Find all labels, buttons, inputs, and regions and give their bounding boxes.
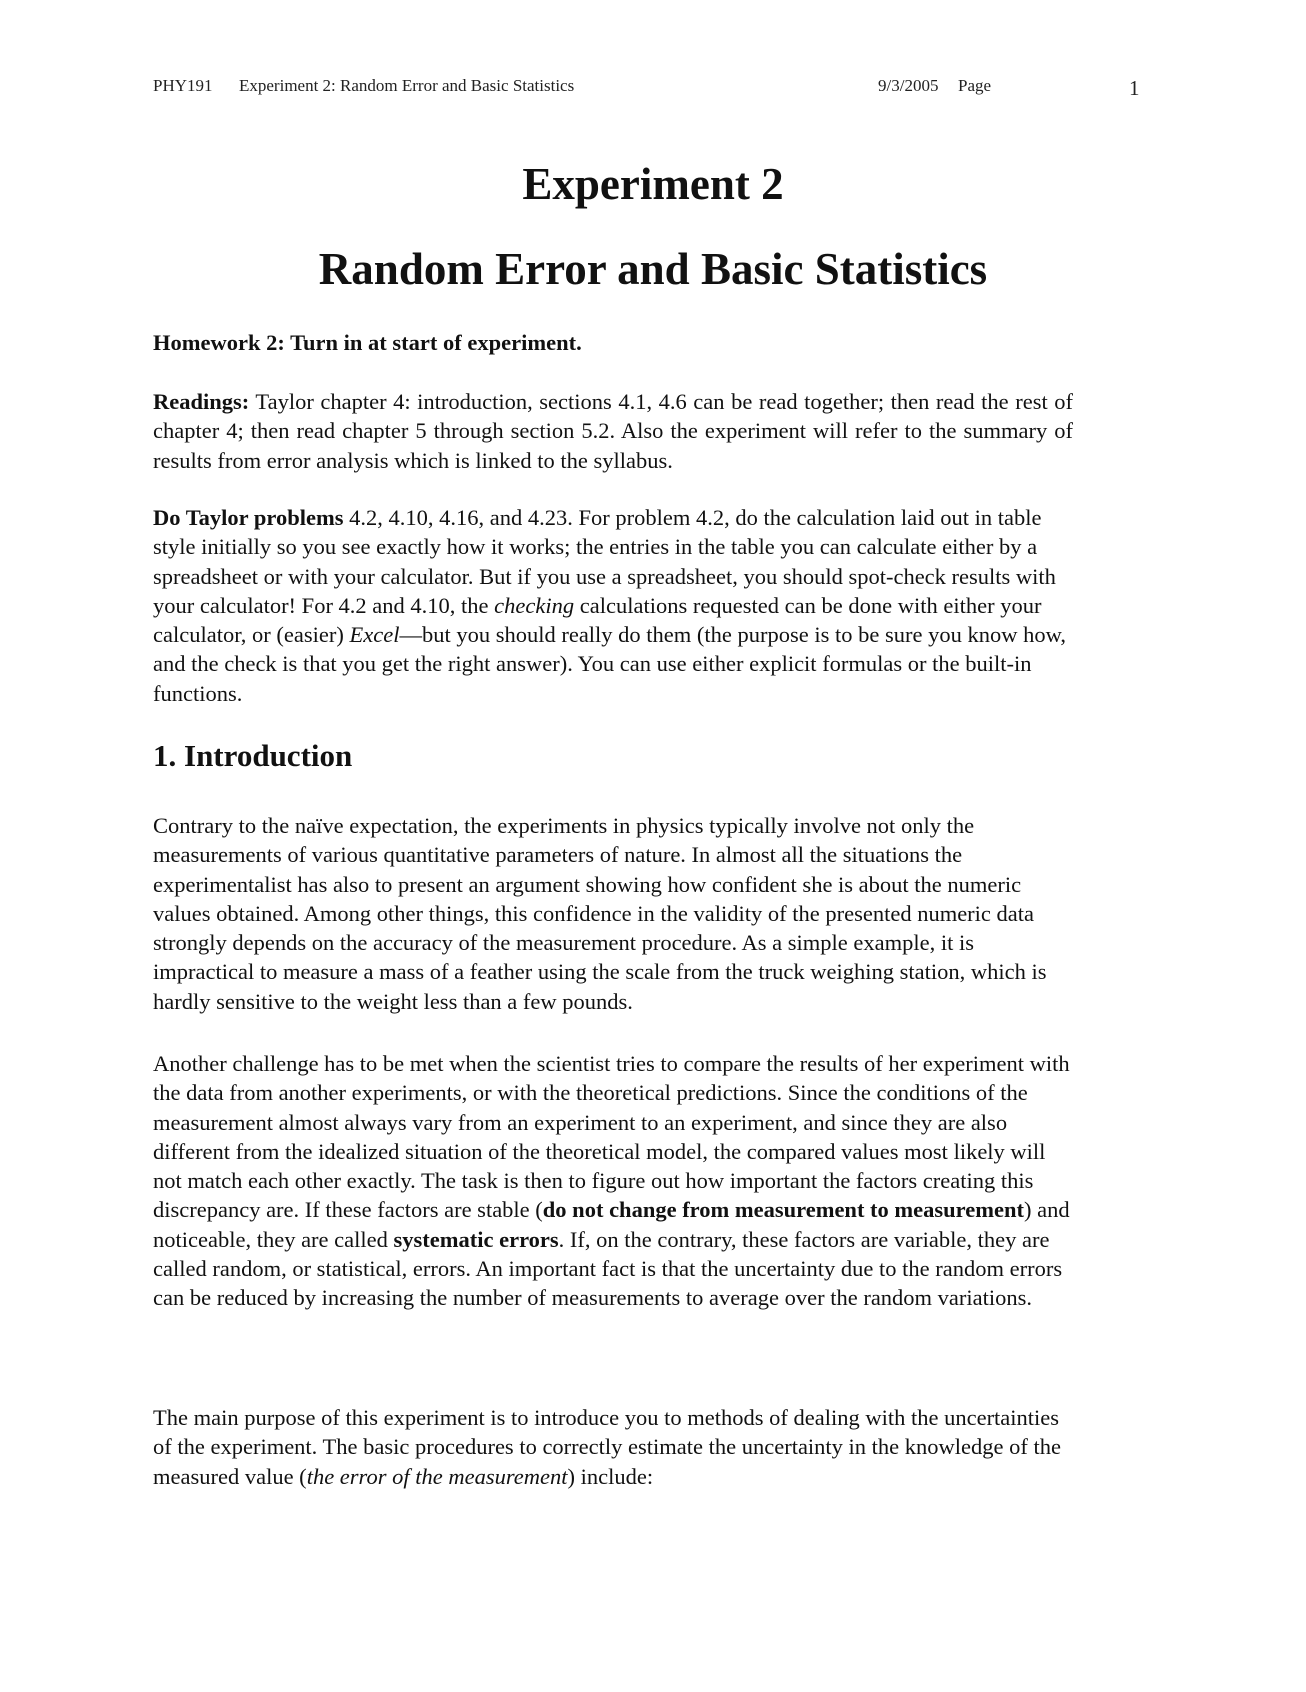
taylor-checking: checking bbox=[494, 592, 575, 618]
section-heading-introduction: 1. Introduction bbox=[153, 738, 353, 773]
document-title: Experiment 2 bbox=[522, 159, 784, 209]
readings-label: Readings: bbox=[153, 389, 250, 414]
header-page-label: Page bbox=[958, 76, 992, 95]
intro2-text-a: Another challenge has to be met when the scientist tries to compare the results of her experiment with the data from another experiments, or with the theoretical predictions. Since the conditions of the measurement almost always vary from an experiment to an experiment, and since they are also different from the idealized situation of the theoretical model, the compared values most likely will not match each other exactly. The task is then to figure out how important the factors creating this discrepancy are. If these factors are stable ( bbox=[153, 1051, 1070, 1223]
intro3-text-b: ) include: bbox=[567, 1463, 654, 1489]
taylor-text-a: 4.2, 4.10, 4.16, and 4.23. For problem 4.2, do the calculation laid out in table style initially so you see exactly how it works; the entries in the table you can calculate either by a spreadsheet or with your calculator. But if you use a spreadsheet, you should spot-check results with your calculator! For 4.2 and 4.10, the bbox=[153, 505, 1056, 618]
taylor-label: Do Taylor problems bbox=[153, 505, 344, 530]
intro-paragraph-3 bbox=[153, 1403, 1073, 1491]
intro2-text-c: . If, on the contrary, these factors are variable, they are called random, or statistical, errors. An important fact is that the uncertainty due to the random errors can be reduced by increasing the number of measurements to average over the random variations. bbox=[153, 1226, 1063, 1311]
taylor-excel: Excel bbox=[349, 622, 400, 648]
page-header bbox=[153, 76, 1153, 100]
taylor-text-b: calculations requested can be done with either your calculator, or (easier) bbox=[153, 592, 1042, 648]
intro2-bold-systematic: systematic errors bbox=[393, 1226, 559, 1252]
readings-paragraph bbox=[153, 387, 1073, 475]
intro3-italic: the error of the measurement bbox=[306, 1463, 568, 1489]
taylor-problems-paragraph bbox=[153, 503, 1073, 708]
header-date: 9/3/2005 bbox=[878, 76, 939, 95]
header-course: PHY191 bbox=[153, 76, 213, 95]
intro-paragraph-1: Contrary to the naïve expectation, the experiments in physics typically involve not only the measurements of various quantitative parameters of nature. In almost all the situations the experimentalist has also to present an argument showing how confident she is about the numeric values obtained. Among other things, this confidence in the validity of the presented numeric data strongly depends on the accuracy of the measurement procedure. As a simple example, it is impractical to measure a mass of a feather using the scale from the truck weighing station, which is hardly sensitive to the weight less than a few pounds. bbox=[153, 813, 1047, 1014]
document-subtitle: Random Error and Basic Statistics bbox=[318, 244, 988, 294]
header-page-number: 1 bbox=[1129, 76, 1140, 100]
intro2-text-b: ) and noticeable, they are called bbox=[153, 1197, 1070, 1252]
header-doc-title: Experiment 2: Random Error and Basic Statistics bbox=[239, 76, 575, 95]
homework-note: Homework 2: Turn in at start of experiment. bbox=[153, 330, 582, 355]
readings-text: Taylor chapter 4: introduction, sections 4.1, 4.6 can be read together; then read the rest of chapter 4; then read chapter 5 through section 5.2. Also the experiment will refer to the summary of results from error analysis which is linked to the syllabus. bbox=[153, 389, 1073, 473]
intro3-text-a: The main purpose of this experiment is to introduce you to methods of dealing with the uncertainties of the experiment. The basic procedures to correctly estimate the uncertainty in the knowledge of the measured value ( bbox=[153, 1405, 1061, 1489]
intro2-bold-stable: do not change from measurement to measurement bbox=[542, 1197, 1024, 1223]
taylor-text-c: —but you should really do them (the purpose is to be sure you know how, and the check is that you get the right answer). You can use either explicit formulas or the built-in functions. bbox=[153, 622, 1067, 706]
intro-paragraph-2 bbox=[153, 1049, 1073, 1313]
